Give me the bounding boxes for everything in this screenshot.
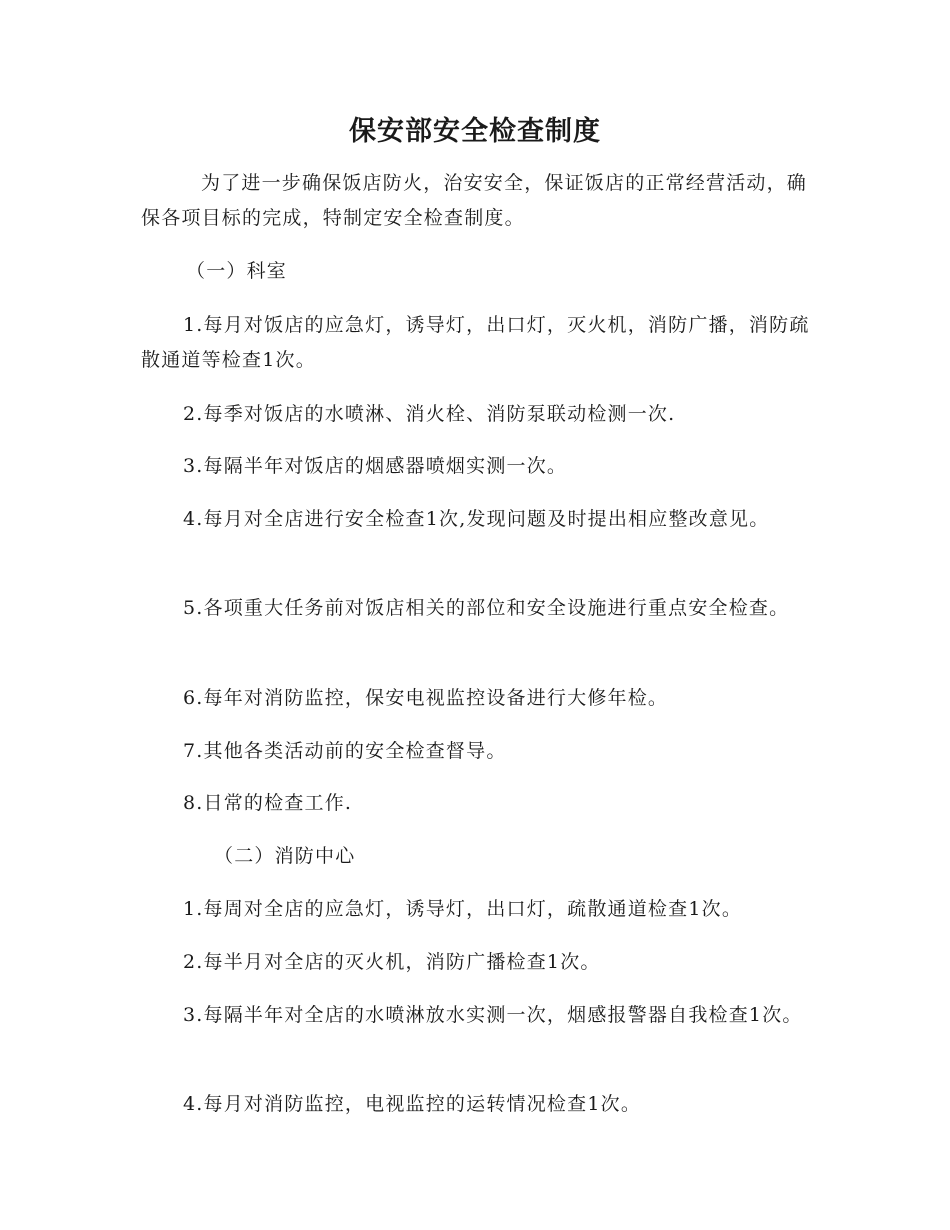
section1-item-8: 8.日常的检查工作.: [183, 792, 353, 814]
section2-item-3: 3.每隔半年对全店的水喷淋放水实测一次，烟感报警器自我检查1次。: [183, 1004, 803, 1026]
section1-item-7: 7.其他各类活动前的安全检查督导。: [183, 740, 507, 762]
section2-item-1: 1.每周对全店的应急灯，诱导灯，出口灯，疏散通道检查1次。: [183, 898, 743, 920]
section1-item-1: 1.每月对饭店的应急灯，诱导灯，出口灯，灭火机，消防广播，消防疏散通道等检查1次。: [141, 314, 810, 371]
section1-item-4: 4.每月对全店进行安全检查1次,发现问题及时提出相应整改意见。: [183, 508, 770, 530]
section1-item-3: 3.每隔半年对饭店的烟感器喷烟实测一次。: [183, 455, 568, 477]
section1-heading: （一）科室: [186, 260, 288, 282]
section2-heading: （二）消防中心: [214, 845, 356, 867]
section1-item-2: 2.每季对饭店的水喷淋、消火栓、消防泵联动检测一次.: [183, 403, 676, 425]
section1-item-5: 5.各项重大任务前对饭店相关的部位和安全设施进行重点安全检查。: [183, 597, 790, 619]
document-title: 保安部安全检查制度: [349, 116, 601, 147]
intro-paragraph: 为了进一步确保饭店防火，治安安全，保证饭店的正常经营活动，确保各项目标的完成，特制定安全检查制度。: [141, 172, 808, 229]
section2-item-4: 4.每月对消防监控，电视监控的运转情况检查1次。: [183, 1093, 642, 1115]
section2-item-2: 2.每半月对全店的灭火机，消防广播检查1次。: [183, 951, 601, 973]
section1-item-6: 6.每年对消防监控，保安电视监控设备进行大修年检。: [183, 687, 669, 709]
